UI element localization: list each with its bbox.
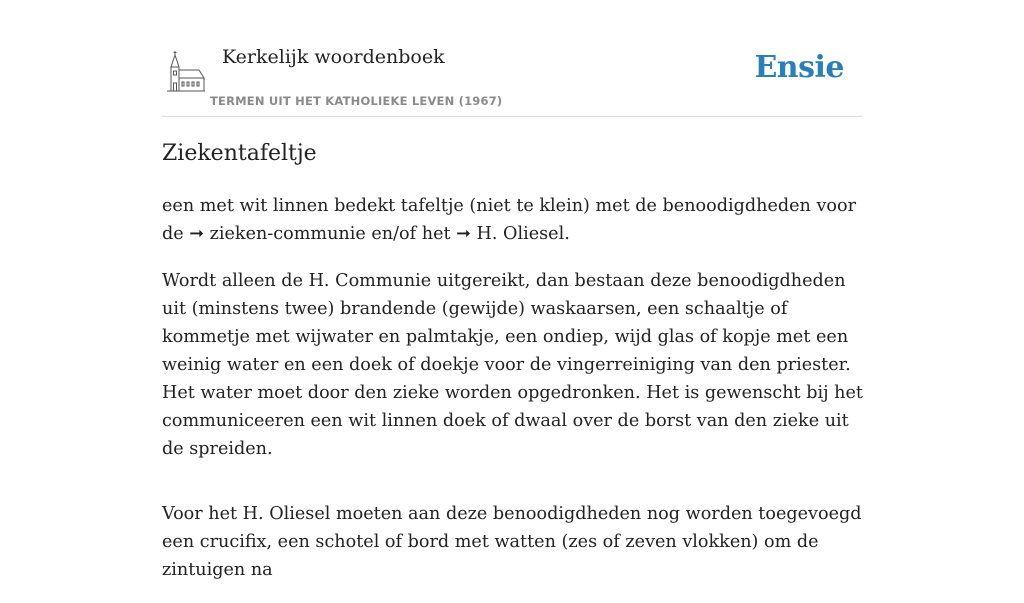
definition-paragraph: [162, 192, 866, 248]
dictionary-subtitle: TERMEN UIT HET KATHOLIEKE LEVEN (1967): [210, 94, 503, 108]
xref-h-oliesel[interactable]: H. Oliesel: [476, 224, 565, 244]
definition-text: .: [564, 224, 570, 244]
definition-text: en/of het: [371, 224, 451, 244]
entry-content: [162, 138, 866, 603]
body-paragraph: Voor het H. Oliesel moeten aan deze benoodigdheden nog worden toegevoegd een crucifix, een schotel of bord met watten (zes of zeven vlokken) om de zintuigen na: [162, 504, 862, 580]
church-icon: [166, 50, 206, 94]
cross-reference-arrow-icon: ➞: [456, 224, 471, 244]
cross-reference-arrow-icon: ➞: [189, 224, 205, 244]
entry-title: Ziekentafeltje: [162, 141, 317, 166]
xref-zieken-communie[interactable]: zieken-communie: [209, 224, 366, 244]
body-paragraph: Wordt alleen de H. Communie uitgereikt, dan bestaan deze benoodigdheden uit (minstens twee) brandende (gewijde) waskaarsen, een schaaltje of kommetje met wijwater en palmtakje, een ondiep, wijd glas of kopje met een weinig water en een doek of doekje voor de vingerreiniging van den priester. Het water moet door den zieke worden opgedronken. Het is gewenscht bij het communiceeren een wit linnen doek of dwaal over de borst van den zieke uit de spreiden.: [162, 271, 863, 459]
dictionary-title[interactable]: Kerkelijk woordenboek: [222, 46, 445, 68]
site-header: [162, 44, 862, 117]
definition-text: een met wit linnen bedekt tafeltje (niet te klein) met de benoodigdheden voor de: [162, 196, 857, 244]
brand-logo[interactable]: Ensie: [754, 50, 844, 85]
